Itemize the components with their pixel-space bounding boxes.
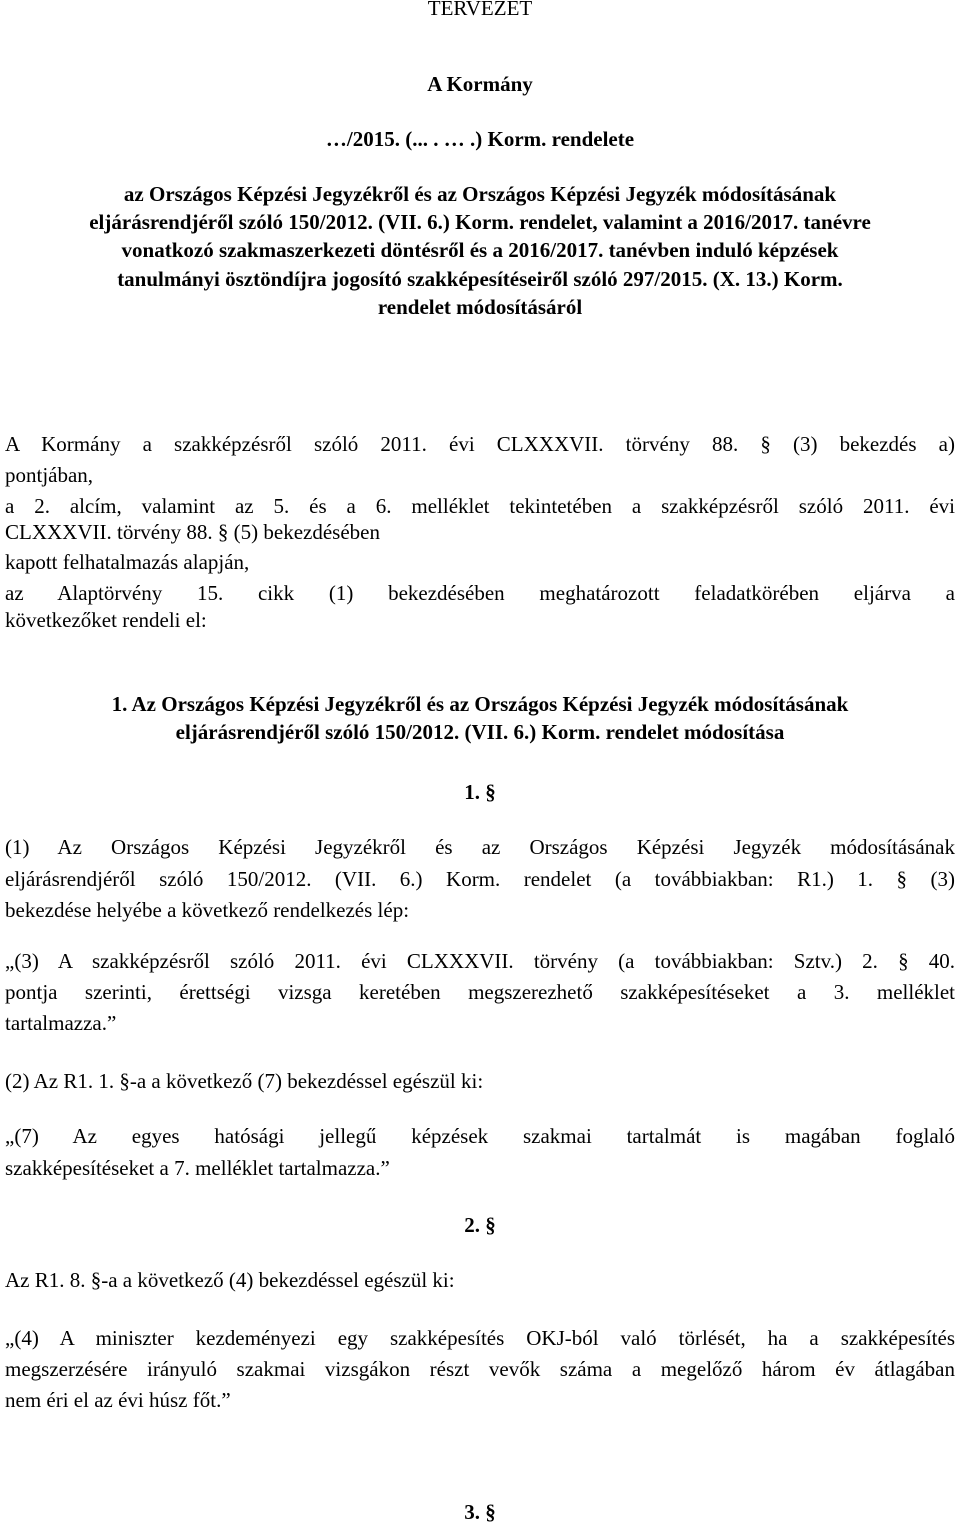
preamble-line: pontjában, (5, 463, 94, 487)
quote-line: nem éri el az évi húsz főt.” (5, 1388, 231, 1412)
preamble-line: A Kormány a szakképzésről szóló 2011. évi CLXXXVII. törvény 88. § (3) bekezdés a) (5, 432, 955, 456)
section-label: 3. § (464, 1500, 496, 1524)
subject-line: rendelet módosításáról (377, 295, 583, 319)
quote-line: pontja szerinti, érettségi vizsga keretében megszerezhető szakképesítéseket a 3. melléklet (5, 980, 955, 1004)
quote-line: „(4) A miniszter kezdeményezi egy szakképesítés OKJ-ból való törlését, ha a szakképesítés (5, 1326, 955, 1350)
preamble-line: következőket rendeli el: (5, 608, 207, 632)
paragraph-line: (1) Az Országos Képzési Jegyzékről és az Országos Képzési Jegyzék módosításának (5, 835, 955, 859)
subject-line: vonatkozó szakmaszerkezeti döntésről és a 2016/2017. tanévben induló képzések (121, 238, 839, 262)
section-label: 1. § (464, 780, 496, 804)
preamble-line: az Alaptörvény 15. cikk (1) bekezdésében meghatározott feladatkörében eljárva a (5, 581, 955, 605)
section-label: 2. § (464, 1213, 496, 1237)
quote-line: „(3) A szakképzésről szóló 2011. évi CLXXXVII. törvény (a továbbiakban: Sztv.) 2. § 40. (5, 949, 955, 973)
subject-line: eljárásrendjéről szóló 150/2012. (VII. 6.) Korm. rendelet, valamint a 2016/2017. tanévre (89, 210, 871, 234)
quote-line: „(7) Az egyes hatósági jellegű képzések szakmai tartalmát is magában foglaló (5, 1124, 955, 1148)
decree-number: …/2015. (... . … .) Korm. rendelete (325, 127, 635, 151)
draft-label: TERVEZET (427, 0, 533, 20)
quote-line: tartalmazza.” (5, 1011, 117, 1035)
quote-line: megszerzésére irányuló szakmai vizsgákon részt vevők száma a megelőző három év átlagában (5, 1357, 955, 1381)
section-2-intro: Az R1. 8. §-a a következő (4) bekezdéssel egészül ki: (5, 1268, 455, 1292)
issuer-heading: A Kormány (427, 72, 533, 96)
chapter-heading-line: eljárásrendjéről szóló 150/2012. (VII. 6.) Korm. rendelet módosítása (175, 720, 785, 744)
preamble-line: CLXXXVII. törvény 88. § (5) bekezdésében (5, 520, 380, 544)
paragraph-line: eljárásrendjéről szóló 150/2012. (VII. 6.) Korm. rendelet (a továbbiakban: R1.) 1. § (3) (5, 867, 955, 891)
paragraph-line: bekezdése helyébe a következő rendelkezés lép: (5, 898, 410, 922)
subject-line: az Országos Képzési Jegyzékről és az Országos Képzési Jegyzék módosításának (123, 182, 837, 206)
chapter-heading-line: 1. Az Országos Képzési Jegyzékről és az Országos Képzési Jegyzék módosításának (111, 692, 849, 716)
subject-line: tanulmányi ösztöndíjra jogosító szakképesítéseiről szóló 297/2015. (X. 13.) Korm. (117, 267, 843, 291)
preamble-line: a 2. alcím, valamint az 5. és a 6. melléklet tekintetében a szakképzésről szóló 2011. évi (5, 494, 955, 518)
preamble-line: kapott felhatalmazás alapján, (5, 550, 250, 574)
quote-line: szakképesítéseket a 7. melléklet tartalmazza.” (5, 1156, 390, 1180)
section-1-paragraph-2: (2) Az R1. 1. §-a a következő (7) bekezdéssel egészül ki: (5, 1069, 484, 1093)
